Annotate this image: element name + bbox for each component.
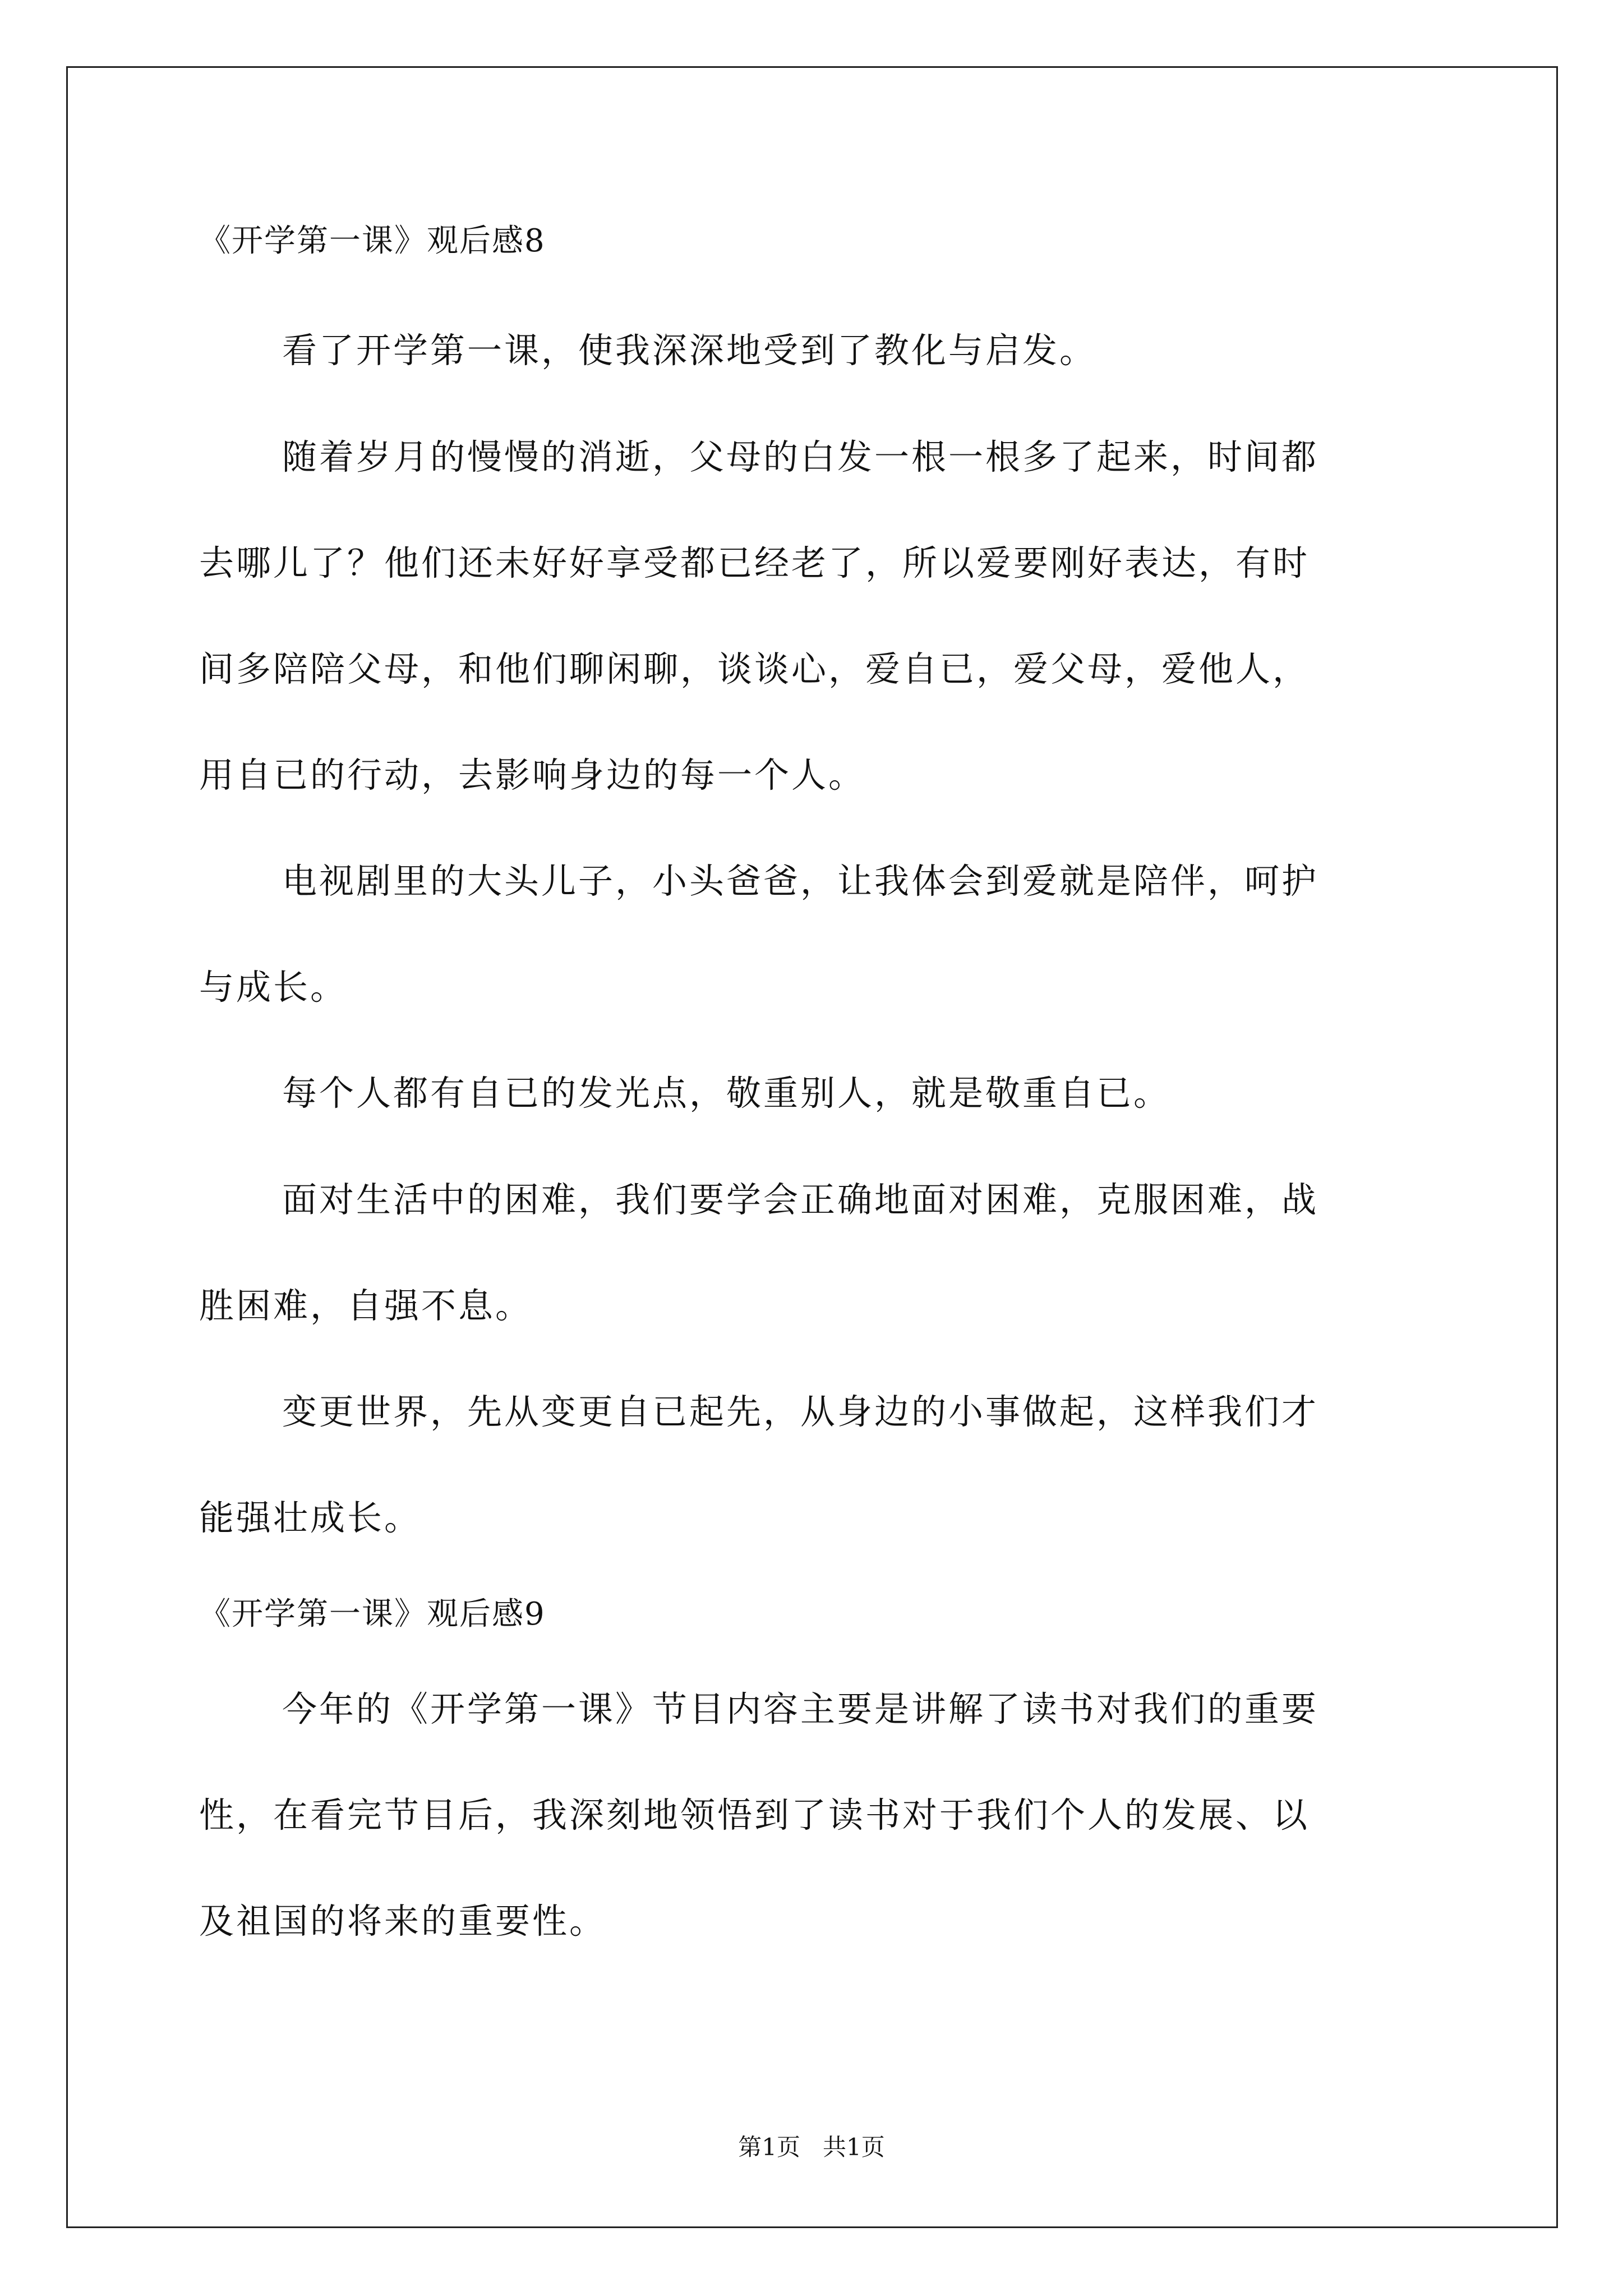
paragraph-line: 性，在看完节目后，我深刻地领悟到了读书对于我们个人的发展、以 — [199, 1795, 1310, 1835]
section-9 — [199, 1593, 1433, 1636]
paragraph — [199, 1656, 1433, 1974]
paragraph — [199, 297, 1433, 403]
paragraph — [199, 404, 1433, 828]
paragraph — [199, 1040, 1433, 1146]
paragraph-line: 胜困难，自强不息。 — [199, 1285, 533, 1326]
section-8 — [199, 220, 1433, 263]
paragraph-line: 每个人都有自已的发光点，敬重别人，就是敬重自已。 — [282, 1073, 1171, 1114]
paragraph — [199, 1147, 1433, 1359]
paragraph-line: 变更世界，先从变更自已起先，从身边的小事做起，这样我们才 — [282, 1391, 1319, 1432]
paragraph-line: 及祖国的将来的重要性。 — [199, 1901, 607, 1941]
section-title: 《开学第一课》观后感8 — [199, 223, 546, 259]
section-title: 《开学第一课》观后感9 — [199, 1596, 546, 1632]
paragraph-line: 用自已的行动，去影响身边的每一个人。 — [199, 754, 866, 795]
paragraph-line: 与成长。 — [199, 967, 348, 1007]
paragraph-line: 面对生活中的困难，我们要学会正确地面对困难，克服困难，战 — [282, 1179, 1319, 1220]
paragraph-line: 去哪儿了？他们还未好好享受都已经老了，所以爱要刚好表达，有时 — [199, 542, 1310, 583]
page-footer: 第1页 共1页 — [738, 2133, 885, 2161]
paragraph — [199, 828, 1433, 1040]
paragraph-line: 电视剧里的大头儿子，小头爸爸，让我体会到爱就是陪伴，呵护 — [282, 861, 1319, 901]
paragraph-line: 随着岁月的慢慢的消逝，父母的白发一根一根多了起来，时间都 — [282, 436, 1319, 477]
paragraph — [199, 1359, 1433, 1571]
paragraph-line: 今年的《开学第一课》节目内容主要是讲解了读书对我们的重要 — [282, 1688, 1319, 1729]
paragraph-line: 能强壮成长。 — [199, 1497, 422, 1538]
paragraph-line: 看了开学第一课，使我深深地受到了教化与启发。 — [282, 330, 1097, 371]
paragraph-line: 间多陪陪父母，和他们聊闲聊，谈谈心，爱自已，爱父母，爱他人， — [199, 648, 1310, 689]
